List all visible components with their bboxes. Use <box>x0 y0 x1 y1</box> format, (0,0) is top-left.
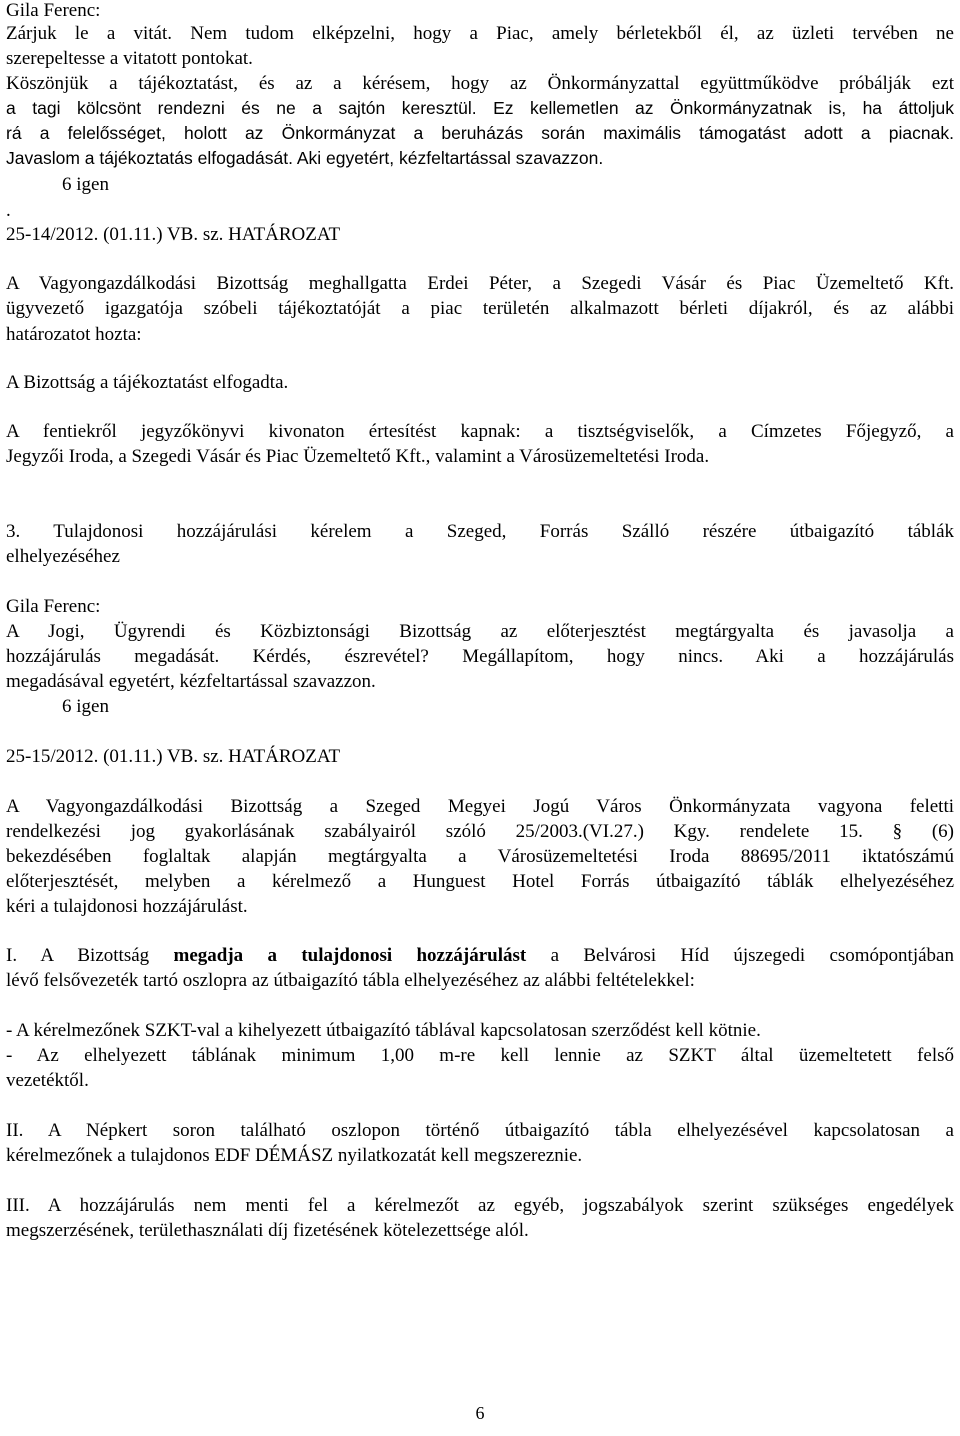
resolution-line: A Vagyongazdálkodási Bizottság meghallgatta Erdei Péter, a Szegedi Vásár és Piac Üzemeltető Kft. <box>6 273 954 294</box>
paragraph-line: Zárjuk le a vitát. Nem tudom elképzelni, hogy a Piac, amely bérletekből él, az üzleti tervében ne <box>6 23 954 44</box>
point-text: I. A Bizottság <box>6 945 174 966</box>
resolution-line: kérelmezőnek a tulajdonos EDF DÉMÁSZ nyilatkozatát kell megszereznie. <box>6 1145 583 1166</box>
point-text: a Belvárosi Híd újszegedi csomópontjában <box>526 945 954 966</box>
resolution-line: határozatot hozta: <box>6 324 142 345</box>
paragraph-line: rá a felelősséget, holott az Önkormányzat a beruházás során maximális támogatást adott a piacnak. <box>6 123 954 143</box>
resolution-decision: A Bizottság a tájékoztatást elfogadta. <box>6 372 289 393</box>
resolution-line: kéri a tulajdonosi hozzájárulást. <box>6 896 248 917</box>
paragraph-line: Javaslom a tájékoztatás elfogadását. Aki egyetért, kézfeltartással szavazzon. <box>6 148 604 168</box>
resolution-line: lévő felsővezeték tartó oszlopra az útbaigazító tábla elhelyezéséhez az alábbi feltételekkel: <box>6 970 695 991</box>
paragraph-line: szerepeltesse a vitatott pontokat. <box>6 48 253 69</box>
paragraph-line: Köszönjük a tájékoztatást, és az a kérésem, hogy az Önkormányzattal együttműködve próbálják ezt <box>6 73 954 94</box>
point-emphasis: megadja a tulajdonosi hozzájárulást <box>173 945 527 966</box>
condition-item: vezetéktől. <box>6 1070 89 1091</box>
vote-result: 6 igen <box>62 174 109 195</box>
resolution-line: megszerzésének, területhasználati díj fizetésének kötelezettsége alól. <box>6 1220 529 1241</box>
resolution-point-1 <box>6 943 954 968</box>
condition-item: - Az elhelyezett táblának minimum 1,00 m-re kell lennie az SZKT által üzemeltetett felső <box>6 1045 954 1066</box>
agenda-item-title: elhelyezéséhez <box>6 546 120 567</box>
resolution-line: bekezdésében foglaltak alapján megtárgyalta a Városüzemeltetési Iroda 88695/2011 iktatószámú <box>6 846 954 867</box>
dot-separator: . <box>6 200 11 221</box>
paragraph-line: a tagi kölcsönt rendezni és ne a sajtón keresztül. Ez kellemetlen az Önkormányzatnak is, ha áttoljuk <box>6 98 954 118</box>
paragraph-line: hozzájárulás megadását. Kérdés, észrevétel? Megállapítom, hogy nincs. Aki a hozzájárulás <box>6 646 954 667</box>
resolution-line: rendelkezési jog gyakorlásának szabályairól szóló 25/2003.(VI.27.) Kgy. rendelete 15. § (6) <box>6 821 954 842</box>
notification-line: A fentiekről jegyzőkönyvi kivonaton értesítést kapnak: a tisztségviselők, a Címzetes Főjegyző, a <box>6 421 954 442</box>
paragraph-line: A Jogi, Ügyrendi és Közbiztonsági Bizottság az előterjesztést megtárgyalta és javasolja a <box>6 621 954 642</box>
resolution-number: 25-14/2012. (01.11.) VB. sz. HATÁROZAT <box>6 224 341 245</box>
vote-result: 6 igen <box>62 696 109 717</box>
notification-line: Jegyzői Iroda, a Szegedi Vásár és Piac Üzemeltető Kft., valamint a Városüzemeltetési Iroda. <box>6 446 710 467</box>
agenda-item-title: 3. Tulajdonosi hozzájárulási kérelem a Szeged, Forrás Szálló részére útbaigazító táblák <box>6 521 954 542</box>
resolution-line: ügyvezető igazgatója szóbeli tájékoztatóját a piac területén alkalmazott bérleti díjakról, és az alábbi <box>6 298 954 319</box>
speaker-label: Gila Ferenc: <box>6 596 101 617</box>
resolution-number: 25-15/2012. (01.11.) VB. sz. HATÁROZAT <box>6 746 341 767</box>
resolution-line: A Vagyongazdálkodási Bizottság a Szeged Megyei Jogú Város Önkormányzata vagyona feletti <box>6 796 954 817</box>
resolution-line: előterjesztését, melyben a kérelmező a Hunguest Hotel Forrás útbaigazító táblák elhelyezéséhez <box>6 871 954 892</box>
resolution-point-2: II. A Népkert soron található oszlopon történő útbaigazító tábla elhelyezésével kapcsolatosan a <box>6 1120 954 1141</box>
paragraph-line: megadásával egyetért, kézfeltartással szavazzon. <box>6 671 376 692</box>
resolution-point-3: III. A hozzájárulás nem menti fel a kérelmezőt az egyéb, jogszabályok szerint szükséges engedélyek <box>6 1195 954 1216</box>
page-number: 6 <box>475 1403 485 1423</box>
speaker-label: Gila Ferenc: <box>6 0 101 21</box>
condition-item: - A kérelmezőnek SZKT-val a kihelyezett útbaigazító táblával kapcsolatosan szerződést kell kötnie. <box>6 1020 761 1041</box>
